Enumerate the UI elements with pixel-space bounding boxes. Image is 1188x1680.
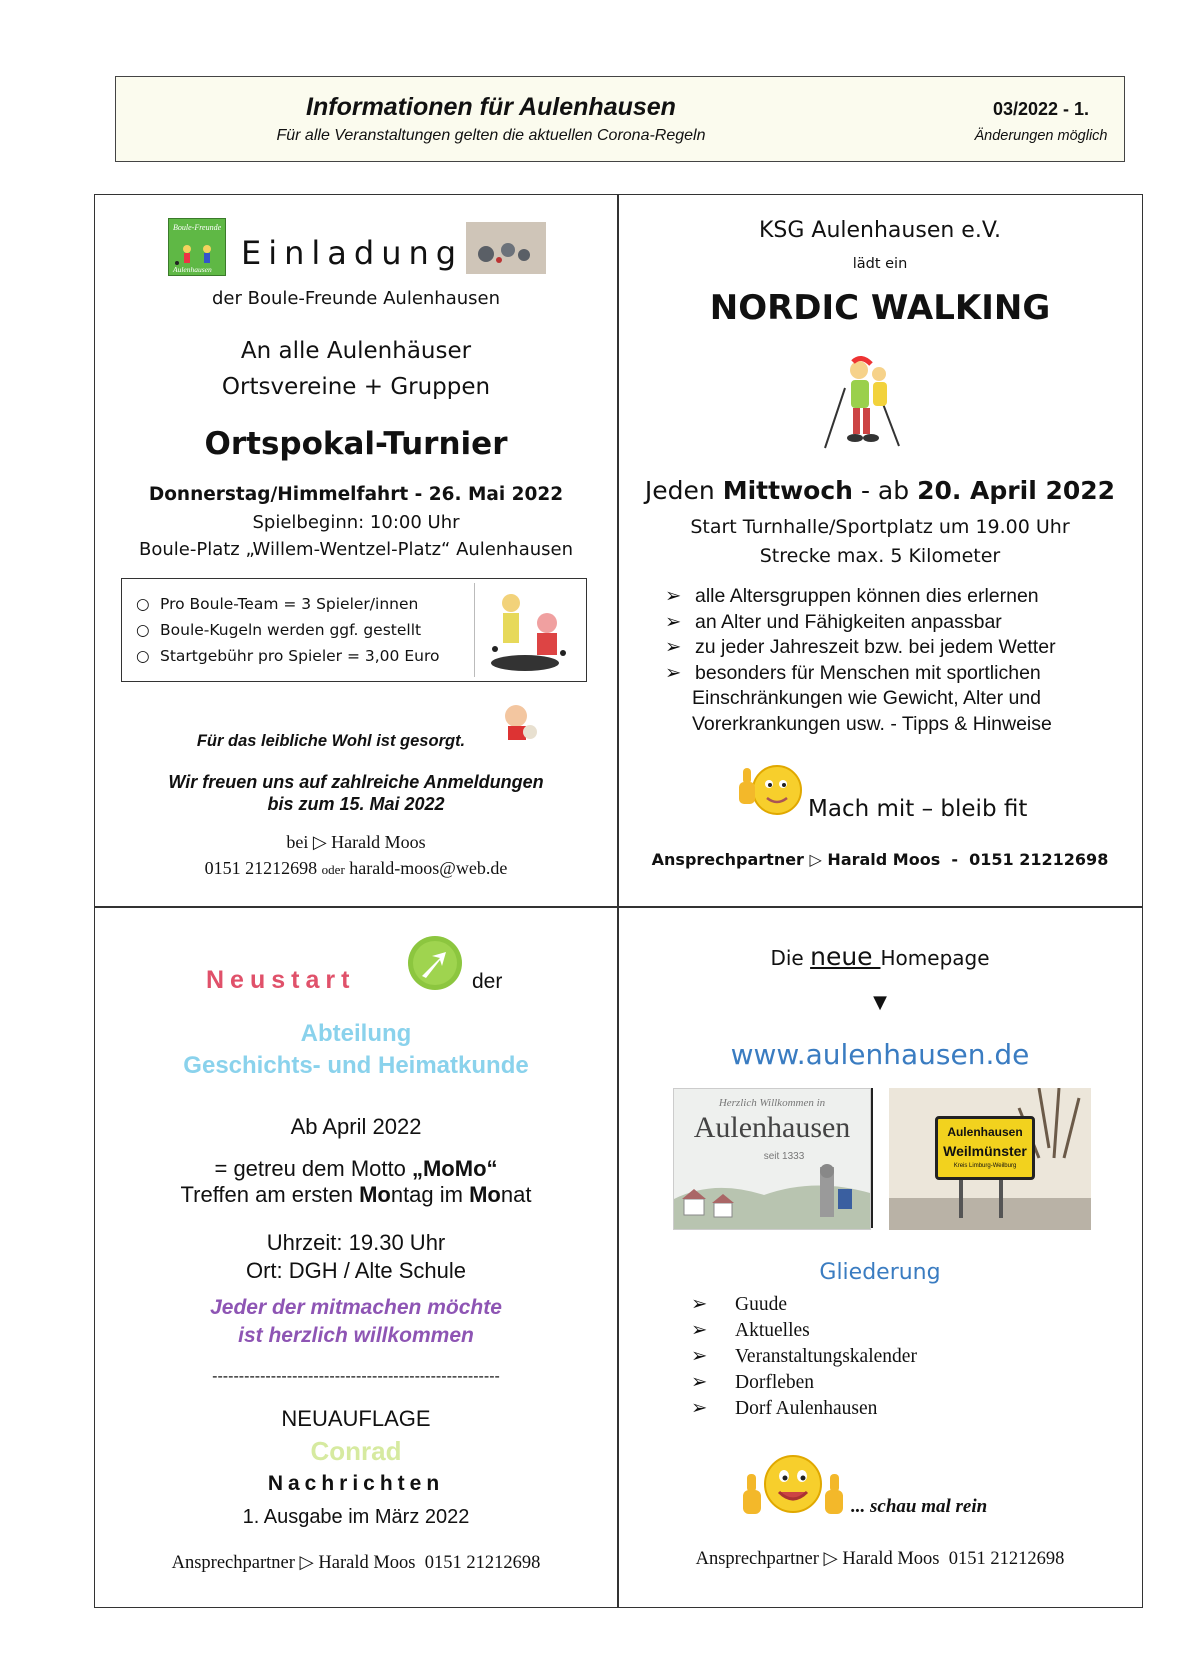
boule-heading: Einladung [241, 234, 464, 272]
neustart-motto: = getreu dem Motto „MoMo“ [214, 1156, 498, 1181]
arrowhead-bullet-icon: ➢ [665, 610, 682, 633]
circle-bullet-icon: ○ [136, 595, 150, 613]
toc-list [691, 1292, 1111, 1422]
boule-email[interactable]: harald-moos@web.de [349, 858, 508, 878]
welcome-small-text: Herzlich Willkommen in [718, 1097, 826, 1109]
nordic-distance: Strecke max. 5 Kilometer [759, 545, 1001, 567]
boule-cartoon [474, 583, 581, 677]
nordic-walker-image [815, 354, 925, 454]
arrowhead-bullet-icon: ➢ [691, 1320, 708, 1341]
homepage-intro: Die neue Homepage [770, 942, 990, 971]
nordic-title: NORDIC WALKING [709, 288, 1051, 328]
welcome-since: seit 1333 [763, 1151, 805, 1162]
list-item: ➢ alle Altersgruppen können dies erlernen [665, 584, 1135, 610]
boule-contact-line: bei ▷ Harald Moos [286, 832, 426, 852]
boule-phone-email: 0151 21212698 oder harald-moos@web.de [204, 858, 508, 878]
boule-start-time: Spielbeginn: 10:00 Uhr [252, 512, 460, 533]
homepage-cta: ... schau mal rein [851, 1496, 988, 1517]
page-subtitle: Für alle Veranstaltungen gelten die aktuellen Corona-Regeln [276, 127, 706, 144]
green-arrow-logo [406, 934, 464, 992]
image-separator [871, 1088, 873, 1228]
dashed-divider: ------------------------------------------------------ [212, 1368, 500, 1385]
toc-item[interactable]: ➢ Aktuelles [691, 1318, 1111, 1344]
rule-item: ○ Startgebühr pro Spieler = 3,00 Euro [136, 647, 440, 665]
welcome-line-1: Jeder der mitmachen möchte [210, 1296, 502, 1319]
toc-title: Gliederung [819, 1260, 941, 1285]
welcome-town-name: Aulenhausen [693, 1111, 851, 1144]
boule-signup-2: bis zum 15. Mai 2022 [267, 794, 445, 814]
header-box [115, 76, 1125, 162]
triangle-right-icon: ▷ [823, 1549, 838, 1569]
neustart-contact: Ansprechpartner ▷ Harald Moos 0151 21212698 [171, 1553, 541, 1573]
neustart-der: der [472, 970, 503, 993]
reissue-label: NEUAUFLAGE [281, 1406, 431, 1431]
list-item-continuation: Vorerkrankungen usw. - Tipps & Hinweise [692, 712, 1052, 735]
svg-text:Aulenhausen: Aulenhausen [173, 265, 212, 274]
edition-info: 1. Ausgabe im März 2022 [242, 1506, 470, 1528]
paper-name-2: Nachrichten [267, 1472, 445, 1495]
arrowhead-bullet-icon: ➢ [665, 661, 682, 684]
boule-balls-icon [466, 222, 546, 274]
boule-organizer: der Boule-Freunde Aulenhausen [211, 288, 501, 309]
arrowhead-bullet-icon: ➢ [665, 585, 682, 607]
arrowhead-bullet-icon: ➢ [691, 1398, 708, 1419]
toc-item[interactable]: ➢ Guude [691, 1292, 1111, 1318]
svg-text:Boule-Freunde: Boule-Freunde [173, 223, 222, 232]
arrowhead-bullet-icon: ➢ [665, 636, 682, 658]
neustart-panel [96, 908, 616, 1606]
arrow-up-right-icon [406, 934, 464, 992]
double-thumbs-smiley-icon [741, 1448, 845, 1524]
rules-list [136, 595, 466, 673]
toc-item[interactable]: ➢ Dorfleben [691, 1370, 1111, 1396]
chef-icon [496, 700, 542, 746]
boule-place: Boule-Platz „Willem-Wentzel-Platz“ Aulenhausen [139, 539, 573, 560]
list-item-continuation: Einschränkungen wie Gewicht, Alter und [692, 687, 1042, 709]
rule-item: ○ Pro Boule-Team = 3 Spieler/innen [136, 595, 419, 613]
welcome-line-2: ist herzlich willkommen [238, 1324, 474, 1347]
boule-audience-1: An alle Aulenhäuser [240, 338, 472, 364]
triangle-right-icon: ▷ [299, 1553, 314, 1573]
arrowhead-bullet-icon: ➢ [691, 1294, 708, 1315]
boule-signup-1: Wir freuen uns auf zahlreiche Anmeldungen [168, 772, 544, 792]
circle-bullet-icon: ○ [136, 647, 150, 665]
sign-district: Kreis Limburg-Weilburg [953, 1163, 1017, 1169]
dept-line-2: Geschichts- und Heimatkunde [183, 1052, 529, 1079]
neustart-word: Neustart [206, 966, 356, 994]
triangle-right-icon: ▷ [809, 850, 822, 869]
arrowhead-bullet-icon: ➢ [691, 1346, 708, 1367]
boule-logo [168, 218, 226, 276]
nordic-when: Jeden Mittwoch - ab 20. April 2022 [644, 476, 1116, 505]
list-item: ➢ zu jeder Jahreszeit bzw. bei jedem Wetter [665, 635, 1135, 661]
double-thumbs-smiley [741, 1448, 845, 1524]
thumbs-up-smiley-icon [733, 756, 803, 822]
town-sign [935, 1116, 1035, 1180]
rule-item: ○ Boule-Kugeln werden ggf. gestellt [136, 621, 422, 639]
toc-item[interactable]: ➢ Veranstaltungskalender [691, 1344, 1111, 1370]
boule-date: Donnerstag/Himmelfahrt - 26. Mai 2022 [148, 484, 564, 505]
changes-note: Änderungen möglich [974, 128, 1108, 144]
nordic-bullet-list [665, 584, 1135, 737]
food-cartoon [496, 700, 542, 746]
boule-audience-2: Ortsvereine + Gruppen [221, 374, 491, 400]
boule-food-note: Für das leibliche Wohl ist gesorgt. [196, 732, 466, 750]
homepage-contact: Ansprechpartner ▷ Harald Moos 0151 21212698 [695, 1549, 1065, 1569]
list-item: ➢ besonders für Menschen mit sportlichen [665, 661, 1135, 687]
thumbs-up-smiley [733, 756, 803, 822]
paper-name-1: Conrad [310, 1436, 402, 1466]
village-illustration-icon [674, 1159, 870, 1229]
arrowhead-bullet-icon: ➢ [691, 1372, 708, 1393]
neustart-time: Uhrzeit: 19.30 Uhr [266, 1230, 446, 1255]
page-title: Informationen für Aulenhausen [306, 93, 676, 121]
boule-balls-photo [466, 222, 546, 274]
toc-item[interactable]: ➢ Dorf Aulenhausen [691, 1396, 1111, 1422]
boule-logo-icon [169, 219, 225, 275]
boule-panel [96, 196, 616, 904]
sign-municipality: Weilmünster [943, 1143, 1027, 1159]
neustart-from: Ab April 2022 [290, 1114, 422, 1139]
circle-bullet-icon: ○ [136, 621, 150, 639]
list-item: ➢ an Alter und Fähigkeiten anpassbar [665, 610, 1135, 636]
boule-event-title: Ortspokal-Turnier [204, 426, 508, 462]
homepage-url[interactable]: www.aulenhausen.de [730, 1038, 1030, 1071]
nordic-invites: lädt ein [852, 256, 908, 272]
triangle-down-icon: ▼ [873, 992, 887, 1013]
nordic-start: Start Turnhalle/Sportplatz um 19.00 Uhr [690, 516, 1070, 538]
neustart-place: Ort: DGH / Alte Schule [245, 1258, 467, 1283]
sign-town: Aulenhausen [947, 1125, 1023, 1139]
nordic-panel [619, 196, 1141, 904]
dept-line-1: Abteilung [300, 1020, 412, 1047]
town-sign-photo [889, 1088, 1091, 1230]
boule-player-icon [475, 583, 581, 677]
nordic-club: KSG Aulenhausen e.V. [758, 218, 1002, 243]
nordic-contact: Ansprechpartner ▷ Harald Moos - 0151 21212698 [651, 850, 1109, 869]
triangle-right-icon: ▷ [312, 832, 327, 852]
nordic-slogan: Mach mit – bleib fit [808, 796, 1028, 822]
issue-number: 03/2022 - 1. [992, 99, 1090, 119]
boule-rules-box [121, 578, 587, 682]
nordic-walker-icon [815, 354, 925, 454]
welcome-village-image [673, 1088, 871, 1230]
homepage-panel [619, 908, 1141, 1606]
neustart-meeting: Treffen am ersten Montag im Monat [180, 1182, 532, 1207]
